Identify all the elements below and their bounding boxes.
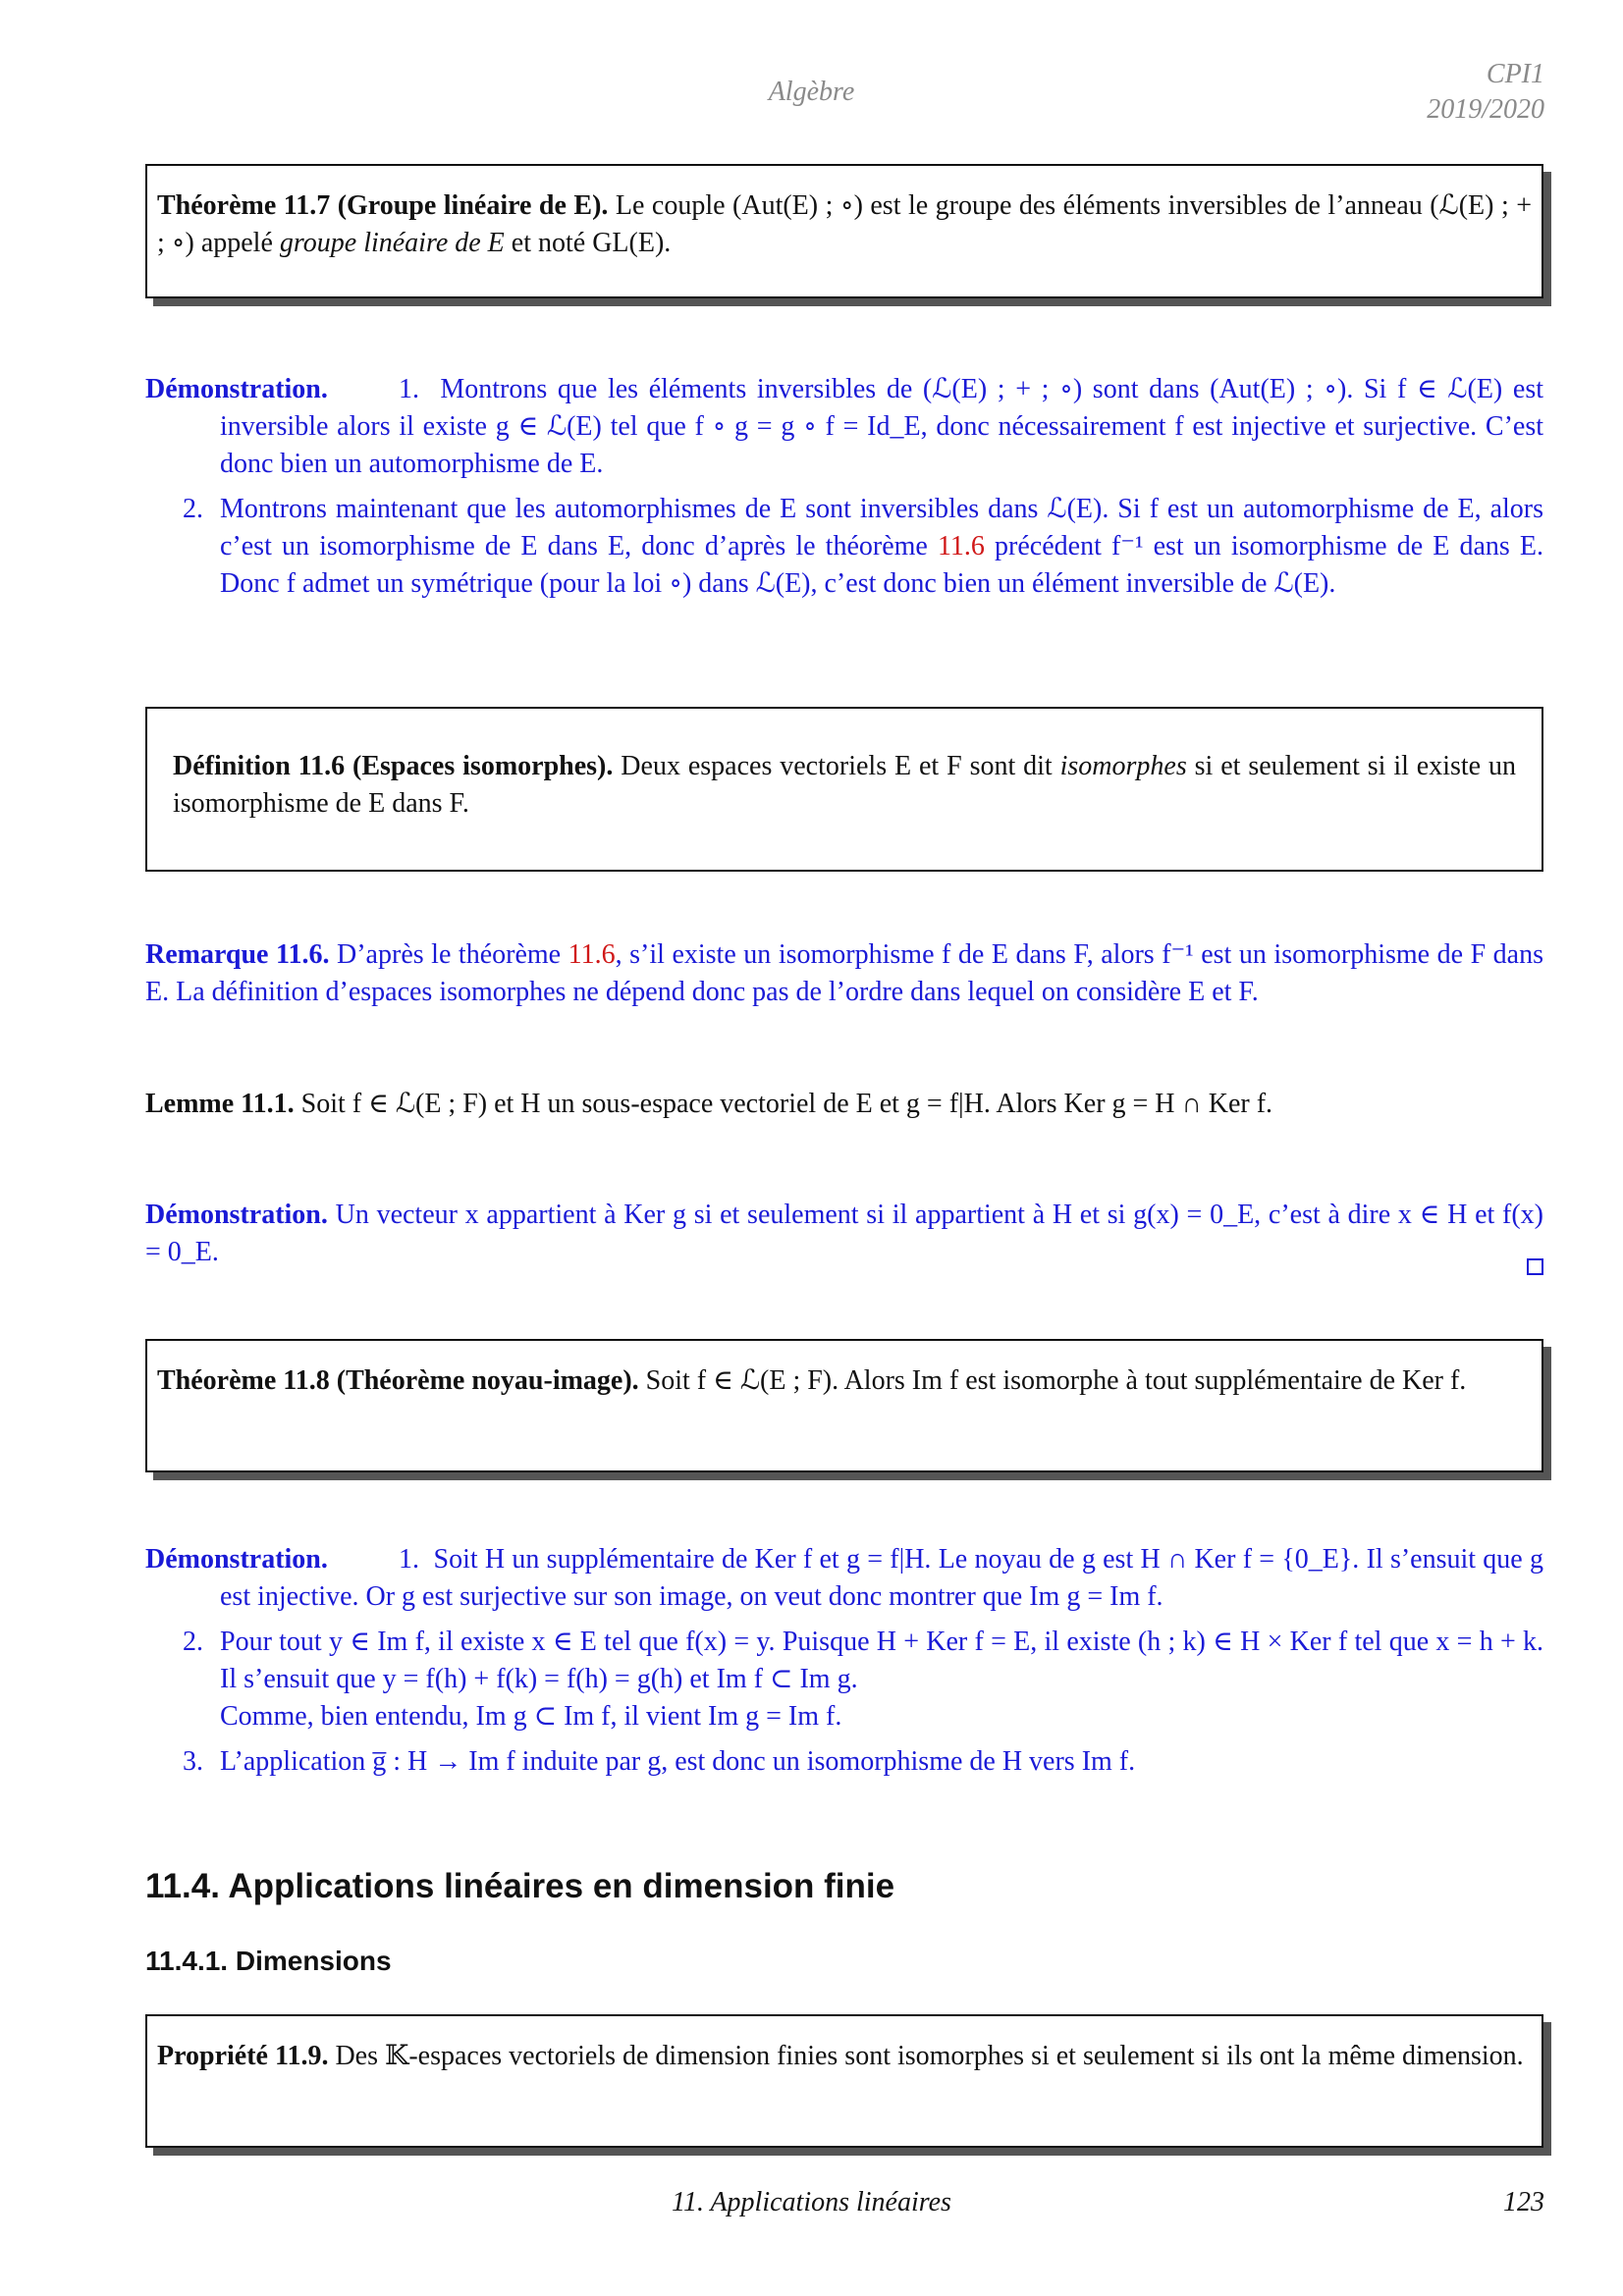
proof-1-item-1-body bbox=[145, 371, 1543, 483]
proof-3-item-2-text-a: Pour tout y ∈ Im f, il existe x ∈ E tel que f(x) = y. Puisque H + Ker f = E, il existe (h ; k) ∈ H × Ker f tel que x = h + k. Il s’ensuit que y = f(h) + f(k) = f(h) = g(h) et Im f ⊂ Im g. bbox=[220, 1627, 1543, 1694]
qed-square-icon bbox=[1527, 1258, 1543, 1275]
proof-theorem-11-8 bbox=[145, 1541, 1543, 1781]
proof-1-item-1-num: 1. bbox=[399, 374, 419, 404]
remark-11-6-title: Remarque 11.6. bbox=[145, 939, 330, 970]
footer-page-number: 123 bbox=[1503, 2187, 1544, 2217]
proof-3-item-1-num: 1. bbox=[399, 1544, 419, 1575]
proof-1-item-2-text-a: Montrons maintenant que les automorphismes de E sont inversibles dans ℒ(E). Si f est un automorphisme de E, alors c’est un isomorphisme de E dans E, donc d’après le théorème bbox=[220, 494, 1543, 561]
subsection-title: 11.4.1. Dimensions bbox=[145, 1946, 392, 1976]
lemma-11-1-title: Lemme 11.1. bbox=[145, 1089, 295, 1119]
proof-2-text: Un vecteur x appartient à Ker g si et seulement si il appartient à H et si g(x) = 0_E, c’est à dire x ∈ H et f(x) = 0_E. bbox=[145, 1200, 1543, 1267]
section-title: 11.4. Applications linéaires en dimension finie bbox=[145, 1867, 895, 1905]
header-year: 2019/2020 bbox=[1427, 94, 1544, 125]
definition-11-6-text-2: si et seulement si il existe un isomorphisme de E dans F. bbox=[173, 751, 1516, 819]
proof-lemma-11-1 bbox=[145, 1197, 1543, 1275]
definition-11-6-term: isomorphes bbox=[1059, 751, 1187, 781]
proof-3-item-1-body bbox=[145, 1541, 1543, 1616]
remark-11-6-text-2: , s’il existe un isomorphisme f de E dans F, alors f⁻¹ est un isomorphisme de F dans E. La définition d’espaces isomorphes ne dépend donc pas de l’ordre dans lequel on considère E et F. bbox=[145, 939, 1544, 1007]
property-11-9-box bbox=[145, 2014, 1543, 2148]
header-course-info bbox=[1427, 57, 1544, 128]
proof-3-item-1-text: Soit H un supplémentaire de Ker f et g = f|H. Le noyau de g est H ∩ Ker f = {0_E}. Il s’ensuit que g est injective. Or g est surjective sur son image, on veut donc montrer que Im g = Im f. bbox=[220, 1544, 1543, 1612]
header-subject: Algèbre bbox=[768, 77, 855, 107]
proof-3-head: Démonstration. bbox=[145, 1544, 328, 1575]
theorem-11-8-text: Soit f ∈ ℒ(E ; F). Alors Im f est isomorphe à tout supplémentaire de Ker f. bbox=[645, 1365, 1467, 1396]
definition-11-6-title: Définition 11.6 (Espaces isomorphes). bbox=[173, 751, 614, 781]
proof-1-item-2-text-b: précédent f⁻¹ est un isomorphisme de E dans E. Donc f admet un symétrique (pour la loi ∘) dans ℒ(E), c’est donc bien un élément inversible de ℒ(E). bbox=[220, 531, 1543, 599]
theorem-11-7-text-2: et noté GL(E). bbox=[504, 228, 672, 258]
theorem-11-8-title: Théorème 11.8 (Théorème noyau-image). bbox=[157, 1365, 639, 1396]
theorem-11-8-box bbox=[145, 1339, 1543, 1472]
proof-3-item-2 bbox=[145, 1624, 1543, 1735]
proof-3-item-2-text-b: Comme, bien entendu, Im g ⊂ Im f, il vient Im g = Im f. bbox=[220, 1701, 842, 1732]
proof-3-item-2-num: 2. bbox=[183, 1627, 203, 1657]
lemma-11-1 bbox=[145, 1086, 1543, 1123]
lemma-11-1-text: Soit f ∈ ℒ(E ; F) et H un sous-espace vectoriel de E et g = f|H. Alors Ker g = H ∩ Ker f. bbox=[300, 1089, 1273, 1119]
footer-chapter: 11. Applications linéaires bbox=[672, 2187, 951, 2217]
proof-1-ref-theorem[interactable]: 11.6 bbox=[937, 531, 985, 561]
remark-11-6 bbox=[145, 936, 1543, 1011]
remark-11-6-text-1: D’après le théorème bbox=[337, 939, 568, 970]
proof-3-item-1 bbox=[145, 1541, 1543, 1616]
proof-3-item-3-text: L’application g̅ : H → Im f induite par g, est donc un isomorphisme de H vers Im f. bbox=[220, 1746, 1136, 1777]
theorem-11-7-title: Théorème 11.7 (Groupe linéaire de E). bbox=[157, 190, 609, 221]
theorem-11-7-text-1: Le couple (Aut(E) ; ∘) est le groupe des éléments inversibles de l’anneau (ℒ(E) ; + ; ∘) appelé bbox=[157, 190, 1532, 258]
theorem-11-7-box bbox=[145, 164, 1543, 298]
header-course: CPI1 bbox=[1486, 59, 1544, 89]
proof-2-head: Démonstration. bbox=[145, 1200, 328, 1230]
definition-11-6-text-1: Deux espaces vectoriels E et F sont dit bbox=[621, 751, 1060, 781]
theorem-11-7-term: groupe linéaire de E bbox=[279, 228, 505, 258]
property-11-9-title: Propriété 11.9. bbox=[157, 2041, 329, 2071]
proof-1-item-2-num: 2. bbox=[183, 494, 203, 524]
definition-11-6-box bbox=[145, 707, 1543, 872]
proof-3-item-3 bbox=[145, 1743, 1543, 1781]
proof-3-item-3-num: 3. bbox=[183, 1746, 203, 1777]
remark-11-6-ref[interactable]: 11.6 bbox=[568, 939, 616, 970]
proof-1-item-1-text: Montrons que les éléments inversibles de (ℒ(E) ; + ; ∘) sont dans (Aut(E) ; ∘). Si f ∈ ℒ(E) est inversible alors il existe g ∈ ℒ(E) tel que f ∘ g = g ∘ f = Id_E, donc nécessairement f est injective et surjective. C’est donc bien un automorphisme de E. bbox=[220, 374, 1544, 479]
proof-1-item-1 bbox=[145, 371, 1543, 483]
proof-1-head: Démonstration. bbox=[145, 374, 328, 404]
proof-theorem-11-7 bbox=[145, 371, 1543, 603]
proof-1-item-2 bbox=[145, 491, 1543, 603]
property-11-9-text: Des 𝕂-espaces vectoriels de dimension finies sont isomorphes si et seulement si ils ont la même dimension. bbox=[335, 2041, 1524, 2071]
